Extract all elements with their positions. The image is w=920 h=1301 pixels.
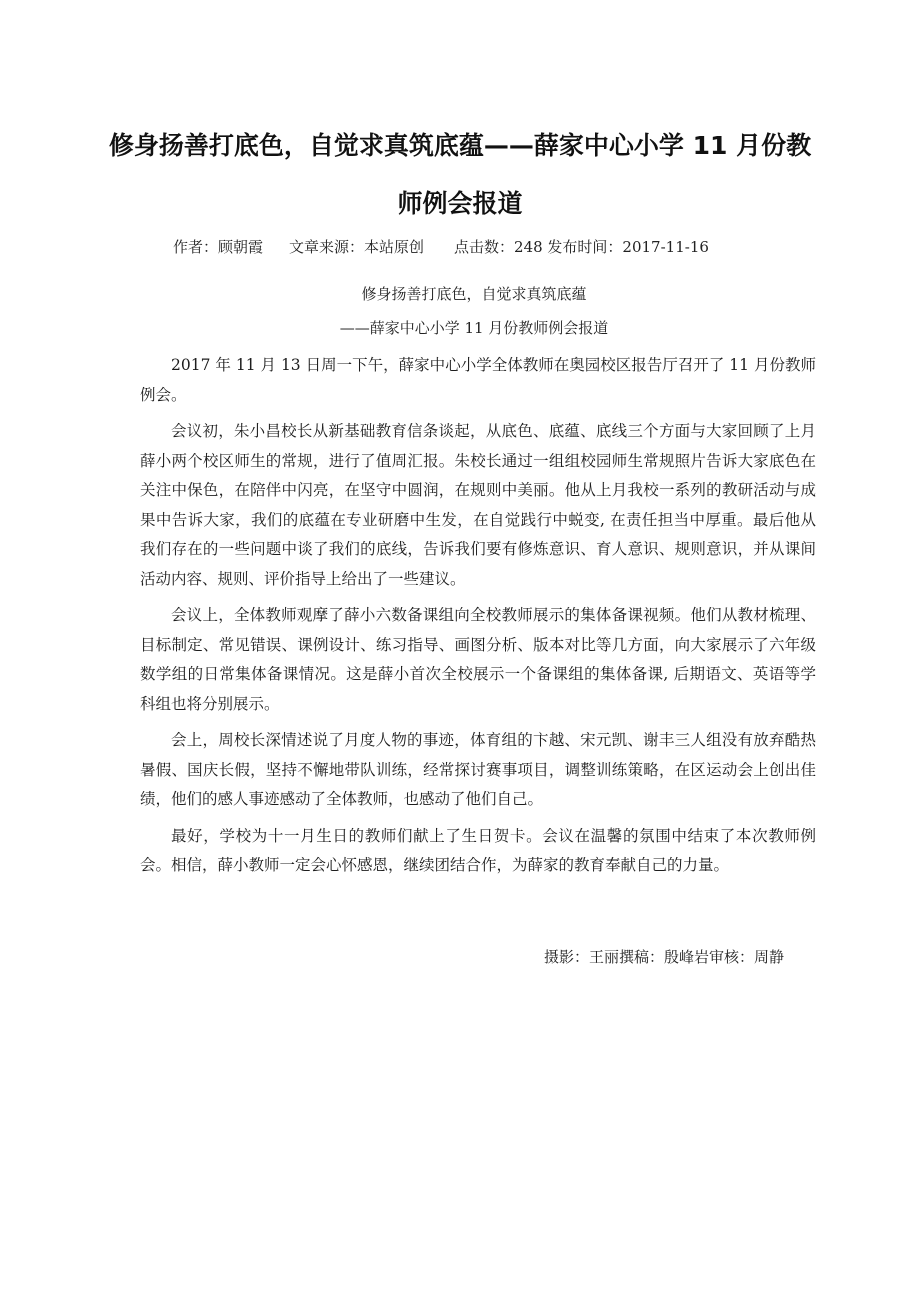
- article-body: [140, 351, 816, 888]
- article-subtitle-line-2: ——薛家中心小学 11 月份教师例会报道: [339, 319, 609, 337]
- paragraph: 会上，周校长深情述说了月度人物的事迹，体育组的卞越、宋元凯、谢丰三人组没有放弃酷热暑假、国庆长假，坚持不懈地带队训练，经常探讨赛事项目，调整训练策略，在区运动会上创出佳绩，他们的感人事迹感动了全体教师，也感动了他们自己。: [140, 731, 816, 808]
- paragraph: 会议初，朱小昌校长从新基础教育信条谈起，从底色、底蕴、底线三个方面与大家回顾了上月薛小两个校区师生的常规，进行了值周汇报。朱校长通过一组组校园师生常规照片告诉大家底色在关注中保色，在陪伴中闪亮，在坚守中圆润，在规则中美丽。他从上月我校一系列的教研活动与成果中告诉大家，我们的底蕴在专业研磨中生发，在自觉践行中蜕变, 在责任担当中厚重。最后他从我们存在的一些问题中谈了我们的底线，告诉我们要有修炼意识、育人意识、规则意识，并从课间活动内容、规则、评价指导上给出了一些建议。: [140, 422, 816, 588]
- article-signature: 摄影：王丽撰稿：殷峰岩审核：周静: [543, 948, 784, 966]
- article-meta: [173, 236, 709, 258]
- paragraph: 会议上，全体教师观摩了薛小六数备课组向全校教师展示的集体备课视频。他们从教材梳理、目标制定、常见错误、课例设计、练习指导、画图分析、版本对比等几方面，向大家展示了六年级数学组的日常集体备课情况。这是薛小首次全校展示一个备课组的集体备课, 后期语文、英语等学科组也将分别展示。: [140, 606, 816, 713]
- meta-author: 作者：顾朝霞: [173, 238, 264, 256]
- meta-source: 文章来源：本站原创: [289, 238, 425, 256]
- paragraph: 2017 年 11 月 13 日周一下午，薛家中心小学全体教师在奥园校区报告厅召开了 11 月份教师例会。: [140, 356, 816, 404]
- meta-clicks-date: 点击数：248 发布时间：2017-11-16: [454, 238, 709, 256]
- paragraph: 最好，学校为十一月生日的教师们献上了生日贺卡。会议在温馨的氛围中结束了本次教师例会。相信，薛小教师一定会心怀感恩，继续团结合作，为薛家的教育奉献自己的力量。: [140, 826, 816, 874]
- article-title-line-2: 师例会报道: [397, 189, 523, 218]
- article-title-line-1: 修身扬善打底色，自觉求真筑底蕴——薛家中心小学 11 月份教: [108, 131, 812, 160]
- article-subtitle-line-1: 修身扬善打底色，自觉求真筑底蕴: [361, 285, 587, 303]
